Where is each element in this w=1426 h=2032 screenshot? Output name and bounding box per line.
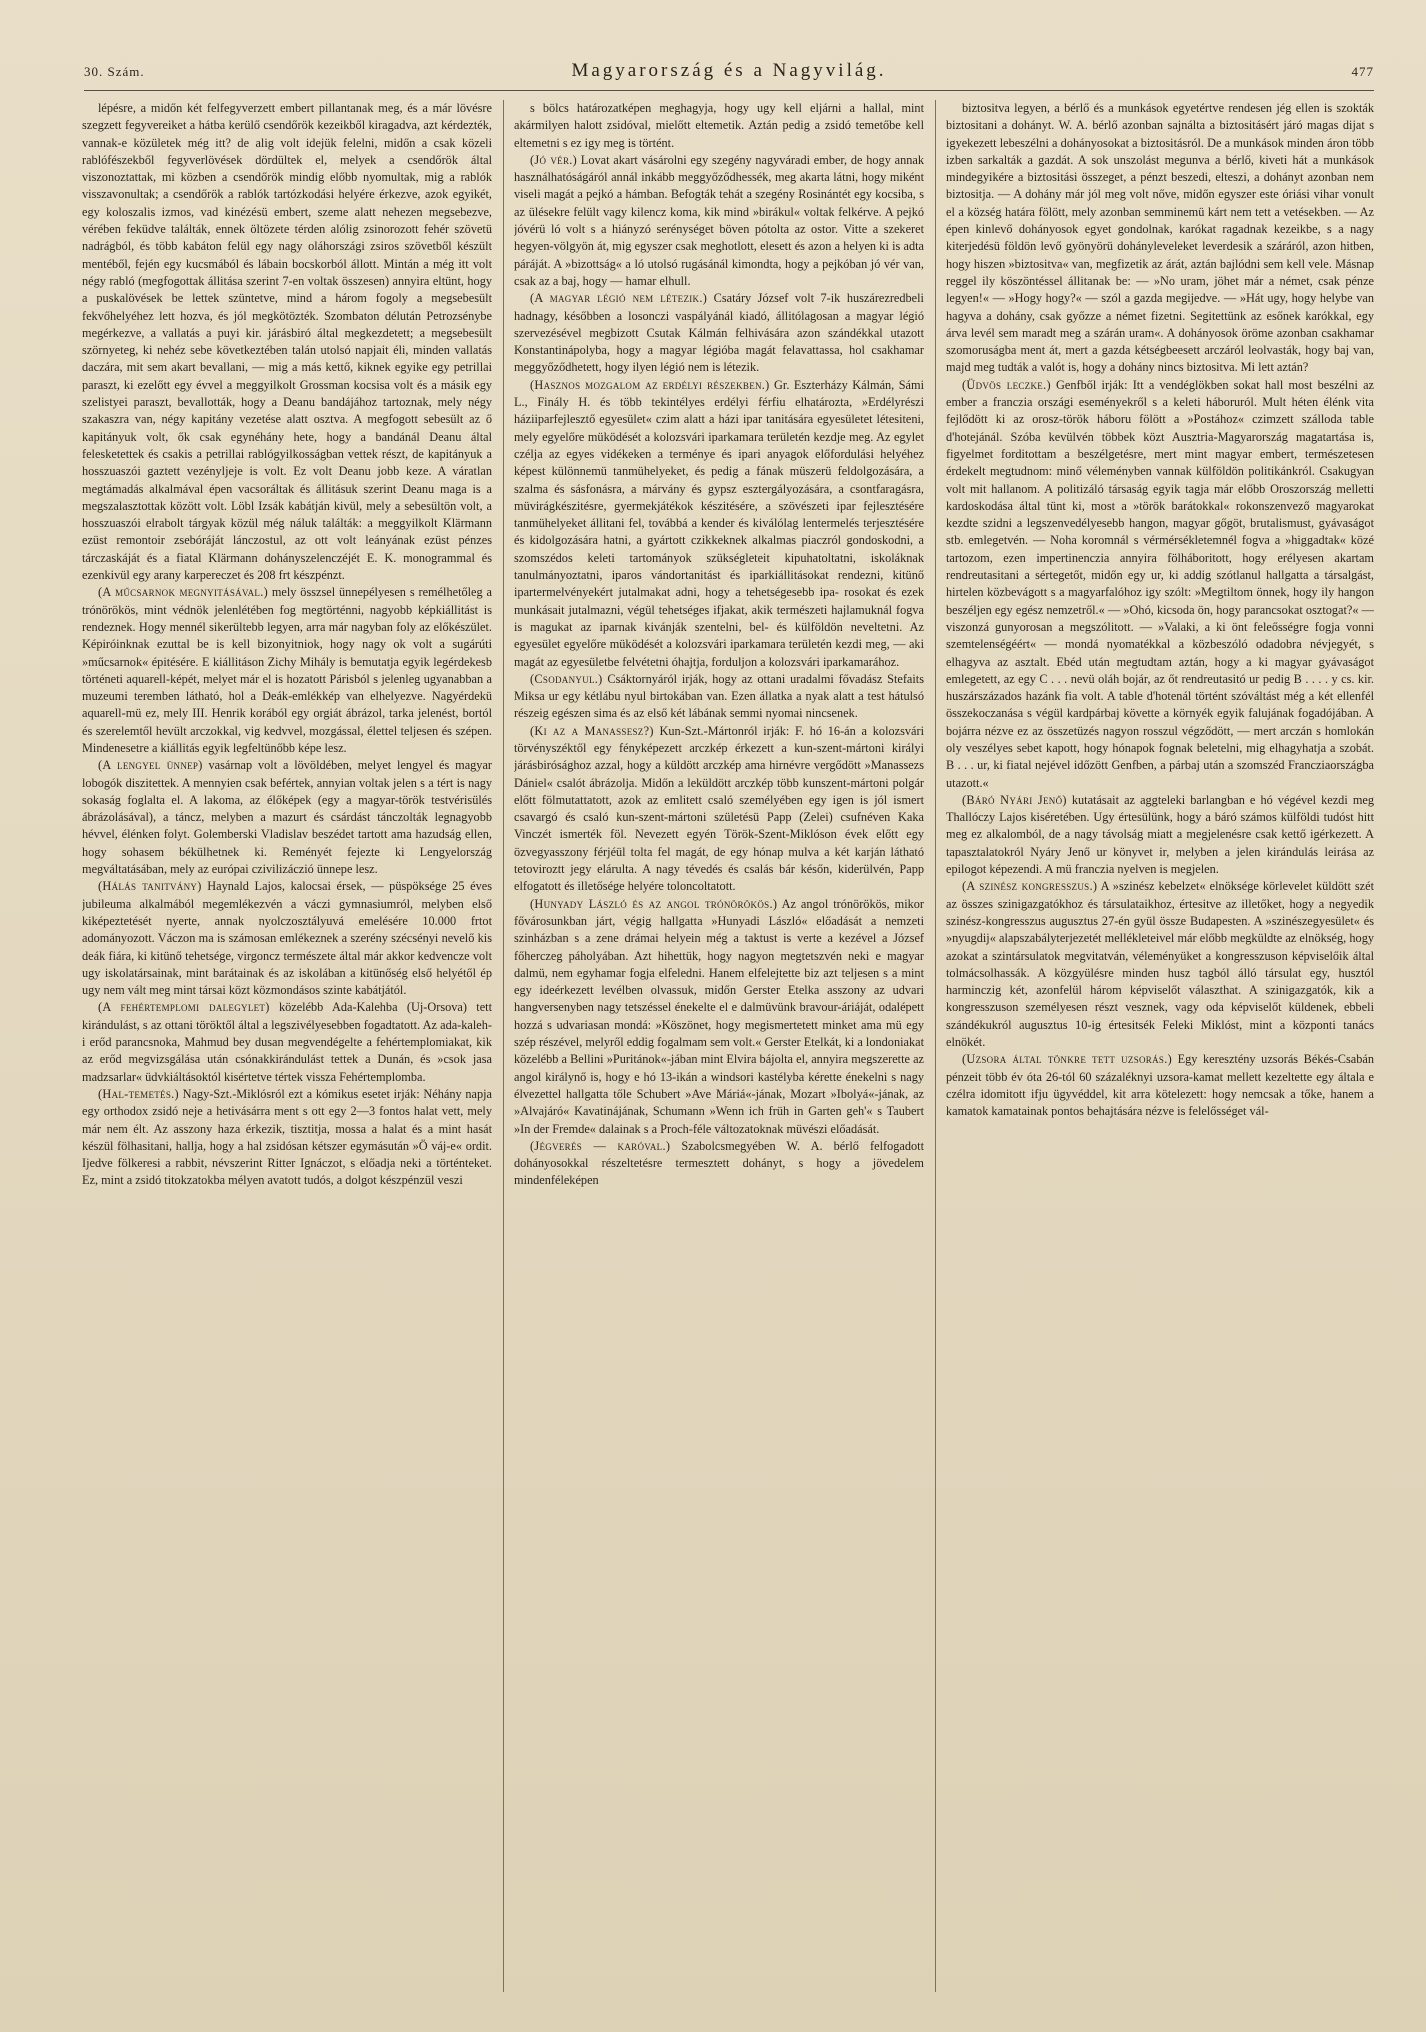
article-paragraph bbox=[514, 377, 924, 671]
article-heading: (A szinész kongresszus.) bbox=[962, 879, 1098, 894]
article-paragraph bbox=[946, 878, 1374, 1051]
article-paragraph bbox=[82, 878, 492, 999]
article-text: Genfből irják: Itt a vendéglökben sokat hall most beszélni az ember a franczia országi eseményekről s a keleti háboruról. Mult héten élénk vita fejlődött ki az orosz-török háboru fölött a »Postához« czimzett szálloda table d'hotejánál. Szóba kevülvén többek közt Ausztria-Magyarország magatartása is, figyelmet forditottam a beszélgetésre, mert mint magyar embert, természetesen érdekelt megtudnom: minő véleményben vannak külföldön politikánkról. Csakugyan volt mit hallanom. A politizáló társaság egyik tagja már előbb Oroszország melletti kardoskodása által tünt ki, most a »török barátokkal« rokonszenvező magyarokat kezdte szidni a legszenvedélyesebb hangon, magyar gőgöt, brutalismust, gyávaságot stb. emlegetvén. — Noha koromnál s vérmérsékletemnél fogva a »higgadtak« közé tartozom, ezen impertinenczia annyira fölháboritott, hogy erélyesen akartam rendreutasitani a sértegetőt, midőn egy ur, ki addig szótlanul hallgatta a társalgást, hirtelen közbevágott s a magyarfalóhoz igy szólt: »Megtiltom önnek, hogy ily hangon beszéljen egy egész nemzetről.« — »Ohó, kicsoda ön, hogy parancsokat osztogat?« — viszonzá gunyorosan a megszólitott. — »Valaki, a ki önt feleősségre fogja vonni szemtelenségéért« — mondá nyomatékkal a közbeszóló odadobra névjegyét, s elhagyva az asztalt. Ebéd után megtudtam aztán, hogy a ki magyar gyávaságot emlegetett, az egy C . . . nevü oláh bojár, az őt rendreutasitó ur pedig B . . . . y cs. kir. huszárszázados hazánk fia volt. A table d'hotenál történt szóváltást még a két ellenfél összekoczanása s végül kardpárbaj követte a környék egyik falujának fogadójában. A bojárra nézve ez az összetüzés nagyon rosszul végződött, — mert arczán s homlokán oly veszélyes sebet kapott, hogy hónapok fognak beletelni, mig elhagyhatja a szobát. B . . . ur, ki fiatal nejével időzött Genfben, a párbaj után a szomszéd Francziaországba utazott.« bbox=[946, 377, 1374, 790]
article-heading: (A fehértemplomi dalegylet) bbox=[98, 1000, 270, 1015]
article-paragraph bbox=[514, 290, 924, 376]
article-heading: (A műcsarnok megnyitásával.) bbox=[98, 585, 268, 600]
article-paragraph bbox=[514, 1138, 924, 1190]
article-paragraph bbox=[514, 723, 924, 896]
article-text: lépésre, a midőn két felfegyverzett embert pillantanak meg, és a már lövésre szegzett fegyvereiket a hátba kerülő csendőrök kezeikből kiragadva, azt kérdezték, vannak-e közületek még itt? de alig volt idejük felelni, midőn a csak közeli rablófészekből fegyverlövések dördültek el, melyek a csendőrök által viszonoztattak, mi közben a csendőrök mindig előbb nyomultak, mig a rablók visszavonultak; a csendőrök a rablók tartózkodási helyére érkezve, azok egyikét, egy koloszalis izmos, vad kinézésü embert, szeme alatt nehezen megsebezve, vérében feküdve találták, ennek öltözete térden alólig zsinorozott fehér szövetü nadrágból, és több kabáton felül egy nagy oláhországi zsiros szövetből készült mentéből, fején egy kucsmából és lábain bocskorból állott. Mintán a még itt volt négy rabló (megfogottak állitása szerint 7-en voltak összesen) annyira eltünt, hogy a puskalövések be lettek szüntetve, mind a három fogoly a megsebesült fekvőhelyéhez lett hozva, és jól megkötözték. Szombaton délután Petrozsénybe megérkezve, a vallatás a puyi kir. járásbiró által megkezdetett; a megsebesült szörnyeteg, ki nehéz sebe következtében talán utolsó napjait éli, minden vallatás daczára, mit sem akart bevallani, — mig a más kettő, kiknek egyike egy petrillai paraszt, ki ezelőtt egy évvel a meggyilkolt Grossman kocsisa volt és a másik egy szelistyei paraszt, bevallották, hogy a Deanu bandájához tartoznak, mely négy szakaszra van, négy kapitány vezetése alatt osztva. A megfogott sebesült az ő kapitányuk volt, ők csak egynéhány hete, hogy a bandánál Deanu által felesketettek és csakis a petrillai rablógyilkosságban vettek részt, de kapitányuk a hosszuaszói gaztett vezényljeje is volt. Ez volt Deanu jobb keze. A váratlan megtámadás alkalmával épen vacsoráltak és állitásuk szerint Deanu maga is a megszalasztottak között volt. Löbl Izsák kabátján kivül, mely a sebesültön volt, a hosszuaszói elrabolt tárgyak közül még náluk találták: a meggyilkolt Klärmann ezüst remontoir zsebóráját lánczostul, az ott volt leányának ezüst pénzes tárczaskáját és a fiatal Klärmann dohányszelenczéjét E. K. monogrammal és ezenkivül egy arany karpereczet és 208 frt készpénzt. bbox=[82, 101, 492, 583]
article-paragraph bbox=[946, 377, 1374, 792]
article-heading: (Csodanyul.) bbox=[530, 671, 603, 686]
column-1 bbox=[82, 100, 492, 2000]
journal-title: Magyarország és a Nagyvilág. bbox=[571, 60, 887, 81]
article-paragraph bbox=[946, 100, 1374, 377]
article-text: Egy keresztény uzsorás Békés-Csabán pénzeit több év óta 26-tól 60 százaléknyi uzsora-kamat mellett kezeltette egy általa e czélra idomitott ifju ügyvéddel, kit arra kötelezett: hogy nemcsak a tőke, hanem a kamatok kamatainak pontos behajtására nézve is felelősséget vál- bbox=[946, 1052, 1374, 1119]
article-paragraph bbox=[82, 1086, 492, 1190]
article-paragraph bbox=[946, 792, 1374, 878]
article-text: Gr. Eszterházy Kálmán, Sámi L., Finály H. és több tekintélyes erdélyi férfiu elhatározta, »Erdélyrészi háziiparfejlesztő egyesület« czim alatt a házi ipar tanitására egyesületet létesiteni, mely egyelőre müködését a kolozsvári iparkamara területén kezdje meg. Az egylet czélja az egyes vidékeken a terménye és ipari anyagok előfordulási helyéhez képest különnemü tanmühelyeket, és pedig a fának müszerü feldolgozására, a szalma és sásfonásra, a márvány és gypsz esztergályozására, a csontfaragásra, müvirágkészitésre, gyermekjátékok készitésére, a szövészeti ipar fejlesztésére tanmühelyeket állitani fel, továbbá a kender és kiválólag lentermelés terjesztésére és kidolgozására hatni, a gyártott czikkeknek alkalmas piaczról gondoskodni, a szomszédos keleti tartományok szükségleteit kipuhatoltatni, iskoláknak tanulmányoztatni, iparos vándortanitást és iparkiállitásokat rendezni, kitünő ipartermelvényekért jutalmakat adni, hogy a tehetségesebb ipa- rosokat és ezek munkásait jutalmazni, végül tehetséges ifjakat, akik természeti hajlamuknál fogva is magukat az iparnak kivánják szentelni, bel- és külföldön neveltetni. Az egyesület egyelőre müködését a kolozsvári iparkamara területén kezdi meg, — aki magát az egyesületbe felvétetni óhajtja, forduljon a kolozsvári iparkamarához. bbox=[514, 377, 924, 669]
article-paragraph bbox=[514, 100, 924, 152]
article-heading: (Üdvös leczke.) bbox=[962, 377, 1051, 392]
article-heading: (A magyar légió nem létezik.) bbox=[530, 291, 708, 306]
article-text: Kun-Szt.-Mártonról irják: F. hó 16-án a kolozsvári törvényszéktől egy fényképezett arczkép érkezett a kun-szent-mártoni királyi járásbirósághoz azzal, hogy a küldött arczkép ama hirnévre vergődött »Manassezs Dániel« csalót ábrázolja. Midőn a leküldött arczkép több kunszent-mártoni polgár előtt fölmutattatott, azok az emlitett csaló személyében egy igen is jól ismert csavargó és csaló kun-szent-mártoni születésü Papp (Zelei) csufnéven Kaka Vinczét ismerték föl. Nevezett egyén Török-Szent-Miklóson évek előtt egy özvegyasszony férjéül tolta fel magát, de egy hónap mulva a két karján látható tetoviroztt jegy elárulta. A nagy tévedés és csalás bár későn, kiderülvén, Papp elfogatott és illetősége helyére toloncoltatott. bbox=[514, 723, 924, 894]
article-paragraph bbox=[82, 757, 492, 878]
article-paragraph bbox=[82, 584, 492, 757]
article-heading: (Hunyady László és az angol trónörökös.) bbox=[530, 896, 778, 911]
page-header bbox=[84, 58, 1374, 86]
article-paragraph bbox=[514, 896, 924, 1138]
article-text: kutatásait az aggteleki barlangban e hó végével kezdi meg Thallóczy Lajos kiséretében. Ugy értesülünk, hogy a báró számos külföldi tudóst hitt meg ez alkalomból, de a nagy távolság miatt a megjelenésre csak kettő igérkezett. A tapasztalatokról Nyáry Jenő ur könyvet ir, melyben a jelen kirándulás leirása az epilogot képezendi. A mü franczia nyelven is megjelen. bbox=[946, 792, 1374, 877]
article-heading: (Jó vér.) bbox=[530, 152, 578, 167]
article-text: s bölcs határozatképen meghagyja, hogy ugy kell eljárni a hallal, mint akármilyen halott zsidóval, mielőtt eltemetik. Aztán pedig a zsidó temetőbe kell eltemetni s ez igy meg is történt. bbox=[514, 101, 924, 150]
article-heading: (Jégverés — karóval.) bbox=[530, 1138, 671, 1153]
article-text: mely összsel ünnepélyesen s remélhetőleg a trónörökös, mint védnök jelenlétében fog megtörténni, nagyobb képkiállitást is rendeznek. Hogy mennél sikerültebb legyen, arra már nagyban foly az előkészület. Képiróinknak ezuttal be is kell bizonyitniok, hogy nagy ok volt a sugárúti »műcsarnok« épitésére. E kiállitáson Zichy Mihály is bemutatja egyik legérdekesb történeti aquarell-képét, melyet már el is hozatott Párisból s jelenleg ugyanabban a muzeumi teremben látható, hol a Deák-emlékkép van elhelyezve. Nagyérdekü aquarell-mü ez, mely III. Henrik korából egy orgiát ábrázol, tarka jelenést, bortól és szerelemtől hevült arczokkal, vig kedvvel, mozgással, élettel teljesen és szépen. Mindenesetre a kiállitás egyik legfeltünőbb képe lesz. bbox=[82, 585, 492, 755]
article-paragraph bbox=[82, 999, 492, 1085]
column-2 bbox=[514, 100, 924, 2000]
article-text: A »szinész kebelzet« elnöksége körlevelet küldött szét az összes szinigazgatókhoz és társulataikhoz, értesitve az illetőket, hogy a negyedik szinész-kongresszus augusztus 27-én gyül össze Budapesten. A »szinészegyesület« és »nyugdij« alapszabályterjezetét mellékleteivel már előbb megküldte az elnökség, hogy azokat a szintársulatok megvitatván, véleményüket a kongresszuson képviselőik által tolmácsolhassák. A közgyülésre minden husz tagból álló társulat egy, husztól harminczig két, azonfelül három képviselőt választhat. A szinigazgatók, kik a kongresszuson személyesen részt vesznek, vagy oda képviselőt küldenek, ebbeli szándékukról augusztus 10-ig értesitsék Feleki Miklóst, mint a központi tanács elnökét. bbox=[946, 879, 1374, 1050]
article-heading: (Hal-temetés.) bbox=[98, 1086, 179, 1101]
page-number: 477 bbox=[1351, 64, 1374, 79]
article-text: vasárnap volt a lövöldében, melyet lengyel és magyar lobogók diszitettek. A mennyien csak befértek, annyian voltak jelen s a tért is nagy sokaság foglalta el. A lakoma, az élőképek (egy a magyar-török testvérisülés ábrázolásával), a táncz, melyben a mazurt és csárdást tánczolták legnagyobb hévvel, élénken folyt. Golemberski Vladislav beszédet tartott ama hazudság ellen, hogy sohasem békülhetnek ki. Reményét fejezte ki Lengyelország megváltatásában, mely az európai czivilizáczió ünnepe lesz. bbox=[82, 758, 492, 877]
article-text: közelébb Ada-Kalehba (Uj-Orsova) tett kirándulást, s az ottani töröktől által a legszivélyesebben fogadtatott. Az ada-kaleh-i erőd parancsnoka, Mahmud bey dusan megvendégelte a fehértemplomiakat, kik az erőd megvizsgálása után csónakkirándulást tettek a Dunán, és »csok jasa madzsarlar« üdvkiáltásoktól kisértetve tértek vissza Fehértemplomba. bbox=[82, 1000, 492, 1084]
article-heading: (Hálás tanitvány) bbox=[98, 879, 202, 894]
article-heading: (Uzsora által tönkre tett uzsorás.) bbox=[962, 1052, 1172, 1067]
article-text: Az angol trónörökös, mikor fővárosunkban járt, végig hallgatta »Hunyadi László« előadását a nemzeti szinházban s a zene drámai helyein még a taktust is verte a kezével a József főherczeg páholyában. Azt hihettük, hogy nagyon megtetszvén neki e magyar dalmü, nem egyhamar fogja elfeledni. Hanem elfelejtette biz azt teljesen s a mint egy ideérkezett levélben olvassuk, midőn Gerster Etelka asszony az udvari hangversenyben nagy tetszéssel énekelte el e dalmüvünk bravour-áriáját, odalépett hozzá s udvariasan mondá: »Köszönet, hogy megismertetett minket ama mü egy szép részével, melyről eddig fogalmam sem volt.« Gerster Etelkát, ki a londoniakat közelébb a Bellini »Puritánok«-jában mint Elvira bájolta el, annyira megszerette az angol királynő is, hogy e hó 13-ikán a windsori kastélyba kérette énekelni s nagy élvezettel hallgatta tőle Schubert »Ave Máriá«-jának, Mozart »Ibolyá«-jának, az »Alvajáró« Kavatinájának, Schumann »Wenn ich früh in Garten geh'« s Taubert »In der Fremde« dalainak s a Proch-féle változatoknak müvészi előadását. bbox=[514, 896, 924, 1136]
article-heading: (Báró Nyári Jenő) bbox=[962, 792, 1067, 807]
article-text: Csáktornyáról irják, hogy az ottani uradalmi fővadász Stefaits Miksa ur egy kétlábu nyul birtokában van. Ezen állatka a nyak alatt a test hátulsó részeig egészen sima és az első két lábának semmi nyomai nincsenek. bbox=[514, 671, 924, 721]
column-3 bbox=[946, 100, 1374, 2000]
article-heading: (Ki az a Manassesz?) bbox=[530, 723, 654, 738]
article-text: Csatáry József volt 7-ik huszárezredbeli hadnagy, későbben a losonczi vaspályánál kiadó, állitólagosan a magyar légió szervezésével megbizott Csutak Kálmán felhivására azon szándékkal utazott Konstantinápolyba, hogy a magyar légióba magát felavattassa, hol csakhamar meggyőződhetett, hogy ilyen légió nem is létezik. bbox=[514, 291, 924, 375]
column-divider-2 bbox=[935, 100, 936, 1992]
article-paragraph bbox=[82, 100, 492, 584]
article-heading: (Hasznos mozgalom az erdélyi részekben.) bbox=[530, 377, 770, 392]
column-divider-1 bbox=[503, 100, 504, 1992]
header-rule bbox=[84, 90, 1374, 91]
article-heading: (A lengyel ünnep) bbox=[98, 758, 203, 773]
article-text: Szabolcsmegyében W. A. bérlő felfogadott dohányosokkal részeltetésre termesztett dohányt, s hogy a jövedelem mindenféleképen bbox=[514, 1138, 924, 1188]
article-text: Nagy-Szt.-Miklósról ezt a kómikus esetet irják: Néhány napja egy orthodox zsidó neje a hetivásárra ment s ott egy 2—3 fontos halat vett, mely már nem élt. Az asszony haza érkezik, tisztitja, mossa a halat és a mint hasát készül fölhasitani, hallja, hogy a hal zsidósan kétszer egymásután »Ö váj-e« ordit. Ijedve fölkeresi a rabbit, névszerint Ritter Ignáczot, s előadja neki a történteket. Ez, mint a zsidó titokzatokba mélyen avatott tudós, a dolgot készpénzül veszi bbox=[82, 1086, 492, 1188]
article-paragraph bbox=[514, 671, 924, 723]
article-paragraph bbox=[946, 1051, 1374, 1120]
article-text: Lovat akart vásárolni egy szegény nagyváradi ember, de hogy annak használhatóságáról annál inkább meggyőződhessék, meg akarta látni, hogy miként viseli magát a pejkó a hámban. Befogták tehát a szegény Rosinántét egy kocsiba, s az ülésekre felült vagy kilencz koma, kik mind »birákul« voltak felkérve. A pejkó jóvérü ló volt s a hiányzó serénységet böven pótolta az ostor. Vitte a szekeret hegyen-völgyön át, mig egyszer csak meghotlott, elesett és azon a helyen ki is adta páráját. A »bizottság« a ló utolsó rugásánál kimondta, hogy a pejkóban jó vér van, csak az a baj, hogy — hamar elhull. bbox=[514, 152, 924, 288]
article-text: Haynald Lajos, kalocsai érsek, — püspöksége 25 éves jubileuma alkalmából megemlékezvén a váczi gymnasiumról, melyben első kiképeztetését nyerte, annak nyolczosztályuvá emelésére 10.000 frtot adományozott. Váczon ma is számosan emlékeznek a szerény szécsényi nevelő kis deák fiára, ki kitünő tehetsége, virgoncz természete által már akkor kedvencze volt ugy iskolatársainak, mint barátainak és az iskolában a kitünőség első helyétől ép ugy nem vált meg mint társai közt közmondásos szinte kabátjától. bbox=[82, 879, 492, 998]
article-text: biztositva legyen, a bérlő és a munkások egyetértve rendesen jég ellen is szokták biztositani a dohányt. W. A. bérlő azonban sajnálta a biztositásért járó magas dijat s igyekezett lebeszélni a dohányosokat a biztositásról. De a munkások minden áron több izben sarkalták a gazdát. A sok unszolást megunva a bérlő, kiveti hát a munkások mindegyikére a biztositási összeget, a pénzt beszedi, elteszi, a dohányt azonban nem biztositja. — A dohány már jól meg volt nőve, midőn egyszer este óriási vihar vonult el a község határa fölött, mely azonban semminemü kárt nem tett a vetésekben. — Az épen kinlevő dohányosok egyet gondolnak, karókat ragadnak kezeikbe, s a nagy kiterjedésü földön levő gyönyörü dohányleveleket leverdesik a száráról, azon hitben, hogy hiszen »biztositva« van, megfizetik az árát, aztán bajlódni sem kell vele. Másnap reggel ily köszöntéssel állitanak be: — »No uram, jöhet már a német, csak pénze legyen!« — »Hogy hogy?« — szól a gazda megijedve. — »Hát ugy, hogy helybe van hagyva a dohány, csak győzze a német fizetni. Segitettünk az esőnek karókkal, egy árva levél sem maradt meg a szárán uram«. A dohányosok öröme azonban csakhamar szomoruságba ment át, mert a gazda kétségbeesett arczáról leolvasták, hogy baj van, majd meg tudták a valót is, hogy a dohány nincs biztositva. Mi lett aztán? bbox=[946, 101, 1374, 375]
issue-number: 30. Szám. bbox=[84, 64, 145, 79]
article-paragraph bbox=[514, 152, 924, 290]
